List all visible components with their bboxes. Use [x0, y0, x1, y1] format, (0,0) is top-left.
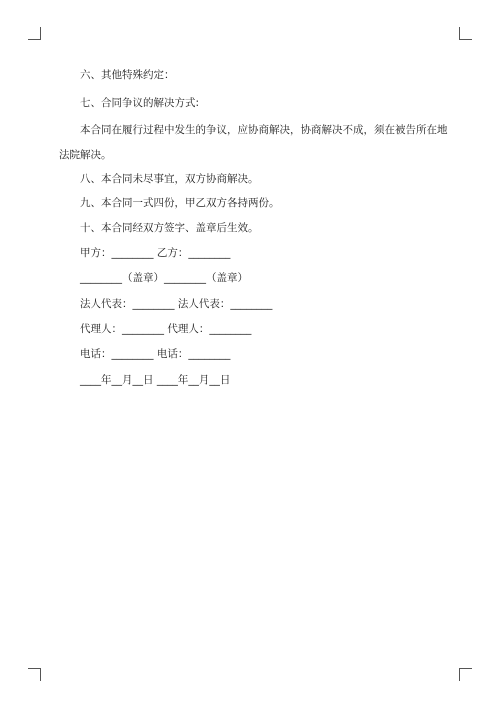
signature-agents: 代理人：________ 代理人：________: [80, 323, 252, 335]
clause-seven-body-line2: 法院解决。: [59, 149, 112, 161]
clause-seven-body-line1: 本合同在履行过程中发生的争议，应协商解决，协商解决不成，须在被告所在地: [80, 124, 448, 136]
signature-legal-reps: 法人代表：________ 法人代表：________: [80, 298, 273, 310]
crop-mark-top-left: [28, 27, 41, 40]
crop-mark-bottom-right: [459, 668, 472, 681]
clause-eight: 八、本合同未尽事宜，双方协商解决。: [80, 173, 259, 185]
crop-mark-bottom-left: [28, 668, 41, 681]
clause-seven-heading: 七、合同争议的解决方式:: [80, 97, 200, 109]
clause-ten: 十、本合同经双方签字、盖章后生效。: [80, 222, 259, 234]
signature-parties: 甲方：________ 乙方：________: [80, 247, 231, 259]
signature-dates: ____年__月__日 ____年__月__日: [80, 374, 231, 386]
clause-six: 六、其他特殊约定：: [80, 69, 175, 81]
crop-mark-top-right: [459, 27, 472, 40]
signature-seals: ________（盖章）________（盖章）: [80, 272, 248, 284]
clause-nine: 九、本合同一式四份，甲乙双方各持两份。: [80, 197, 280, 209]
signature-phones: 电话：________ 电话：________: [80, 348, 231, 360]
